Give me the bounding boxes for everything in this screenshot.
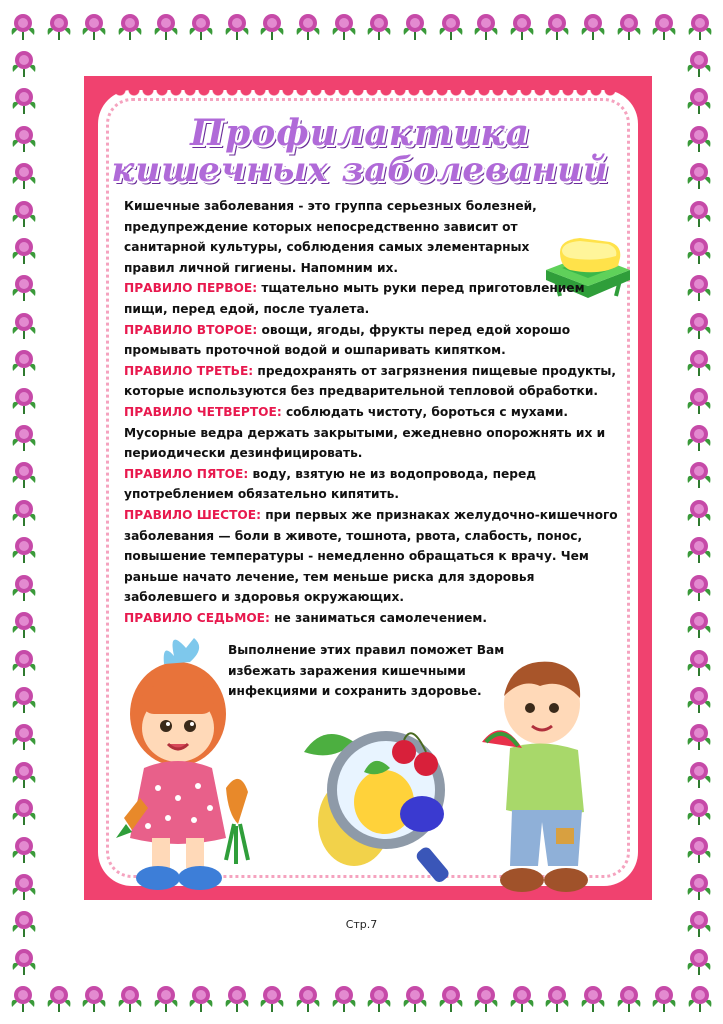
rose-icon — [471, 11, 501, 41]
rule-1-text: тщательно мыть руки перед приготовлением пищи, перед едой, после туалета. — [124, 281, 585, 316]
rose-icon — [9, 48, 39, 78]
rose-icon — [9, 385, 39, 415]
poster-title-line1: Профилактика — [190, 112, 530, 154]
rose-icon — [685, 11, 715, 41]
bottom-rose-border — [0, 978, 723, 1018]
rose-icon — [293, 11, 323, 41]
rose-icon — [684, 272, 714, 302]
rose-icon — [684, 684, 714, 714]
rose-icon — [542, 983, 572, 1013]
rose-icon — [9, 871, 39, 901]
rose-icon — [293, 983, 323, 1013]
rose-icon — [9, 85, 39, 115]
rule-5-label: ПРАВИЛО ПЯТОЕ: — [124, 466, 249, 481]
rose-icon — [9, 572, 39, 602]
rose-icon — [684, 310, 714, 340]
rule-7 — [124, 608, 624, 629]
rose-icon — [684, 534, 714, 564]
rose-icon — [684, 48, 714, 78]
rose-icon — [684, 85, 714, 115]
rule-5 — [124, 464, 624, 505]
rule-4 — [124, 402, 624, 464]
rose-icon — [9, 759, 39, 789]
rule-4-label: ПРАВИЛО ЧЕТВЕРТОЕ: — [124, 404, 282, 419]
rose-icon — [649, 983, 679, 1013]
rose-icon — [222, 11, 252, 41]
rose-icon — [684, 721, 714, 751]
rose-icon — [257, 11, 287, 41]
rose-icon — [400, 983, 430, 1013]
rose-icon — [9, 459, 39, 489]
rose-icon — [9, 198, 39, 228]
rose-icon — [79, 983, 109, 1013]
rose-icon — [684, 572, 714, 602]
rose-icon — [9, 609, 39, 639]
rose-icon — [186, 11, 216, 41]
rose-icon — [151, 11, 181, 41]
rose-icon — [222, 983, 252, 1013]
rose-icon — [8, 983, 38, 1013]
page-number: Стр.7 — [345, 918, 378, 931]
rose-icon — [507, 983, 537, 1013]
rose-icon — [684, 796, 714, 826]
top-rose-border — [0, 6, 723, 46]
rule-5-text: воду, взятую не из водопровода, перед употреблением обязательно кипятить. — [124, 466, 537, 502]
rose-icon — [684, 946, 714, 976]
rule-3-text: предохранять от загрязнения пищевые продукты, которые используются без предварительной тепловой обработки. — [124, 363, 617, 399]
rose-icon — [9, 534, 39, 564]
rose-icon — [329, 983, 359, 1013]
rose-icon — [9, 946, 39, 976]
rule-7-text: не заниматься самолечением. — [274, 610, 488, 625]
rose-icon — [684, 235, 714, 265]
rose-icon — [507, 11, 537, 41]
rose-icon — [9, 160, 39, 190]
rose-icon — [542, 11, 572, 41]
rules-text — [124, 196, 624, 628]
rose-icon — [186, 983, 216, 1013]
rule-3-label: ПРАВИЛО ТРЕТЬЕ: — [124, 363, 254, 378]
rose-icon — [578, 983, 608, 1013]
rose-icon — [9, 647, 39, 677]
rose-icon — [9, 796, 39, 826]
rule-6 — [124, 505, 624, 608]
rose-icon — [400, 11, 430, 41]
rule-6-label: ПРАВИЛО ШЕСТОЕ: — [124, 507, 261, 522]
rose-icon — [471, 983, 501, 1013]
rule-1-label: ПРАВИЛО ПЕРВОЕ: — [124, 281, 258, 296]
rule-6-text: при первых же признаках желудочно-кишечного заболевания — боли в животе, тошнота, рвота, слабость, понос, повышение температуры - немедленно обращаться к врачу. Чем раньше начато лечение, тем меньше риска для здоровья заболевшего и здоровья окружающих. — [124, 507, 618, 605]
rose-icon — [9, 347, 39, 377]
rose-icon — [9, 235, 39, 265]
rose-icon — [44, 11, 74, 41]
rose-icon — [329, 11, 359, 41]
rose-icon — [684, 385, 714, 415]
rule-2-label: ПРАВИЛО ВТОРОЕ: — [124, 322, 258, 337]
rose-icon — [9, 684, 39, 714]
intro-paragraph: Кишечные заболевания - это группа серьезных болезней, предупреждение которых непосредственно зависит от санитарной культуры, соблюдения самых элементарных правил личной гигиены. Напомним их. — [124, 199, 537, 275]
rose-icon — [44, 983, 74, 1013]
rose-icon — [9, 834, 39, 864]
rose-icon — [79, 11, 109, 41]
outro-paragraph: Выполнение этих правил поможет Вам избежать заражения кишечными инфекциями и сохранить здоровье. — [228, 643, 505, 699]
rose-icon — [684, 459, 714, 489]
rose-icon — [649, 11, 679, 41]
rose-icon — [684, 160, 714, 190]
rose-icon — [9, 721, 39, 751]
rose-icon — [684, 834, 714, 864]
left-rose-border — [4, 48, 44, 976]
rose-icon — [9, 310, 39, 340]
rose-icon — [257, 983, 287, 1013]
rose-icon — [684, 198, 714, 228]
rose-icon — [614, 11, 644, 41]
poster-title-line2: кишечных заболеваний — [111, 150, 609, 190]
right-rose-border — [679, 48, 719, 976]
rose-icon — [684, 347, 714, 377]
rule-7-label: ПРАВИЛО СЕДЬМОЕ: — [124, 610, 270, 625]
boy-with-watermelon-illustration — [482, 652, 632, 896]
rule-2-text: овощи, ягоды, фрукты перед едой хорошо промывать проточной водой и ошпаривать кипятком. — [124, 322, 571, 358]
rose-icon — [8, 11, 38, 41]
rose-icon — [578, 11, 608, 41]
rose-icon — [684, 871, 714, 901]
rose-icon — [684, 422, 714, 452]
rose-icon — [9, 497, 39, 527]
rose-icon — [614, 983, 644, 1013]
rose-icon — [684, 759, 714, 789]
rose-icon — [685, 983, 715, 1013]
rose-icon — [364, 983, 394, 1013]
rose-icon — [436, 983, 466, 1013]
rose-icon — [684, 123, 714, 153]
girl-with-carrots-illustration — [108, 628, 268, 898]
rose-icon — [9, 422, 39, 452]
rule-3 — [124, 361, 624, 402]
rule-2 — [124, 320, 624, 361]
rose-icon — [684, 609, 714, 639]
rose-icon — [115, 11, 145, 41]
rose-icon — [364, 11, 394, 41]
magnifier-fruit-illustration — [294, 712, 474, 888]
rose-icon — [9, 123, 39, 153]
rose-icon — [9, 272, 39, 302]
rose-icon — [151, 983, 181, 1013]
rose-icon — [684, 497, 714, 527]
rule-1 — [124, 278, 624, 319]
rose-icon — [115, 983, 145, 1013]
rule-4-text: соблюдать чистоту, бороться с мухами. Мусорные ведра держать закрытыми, ежедневно опорожнять их и периодически дезинфицировать. — [124, 404, 606, 461]
rose-icon — [684, 647, 714, 677]
rose-icon — [436, 11, 466, 41]
